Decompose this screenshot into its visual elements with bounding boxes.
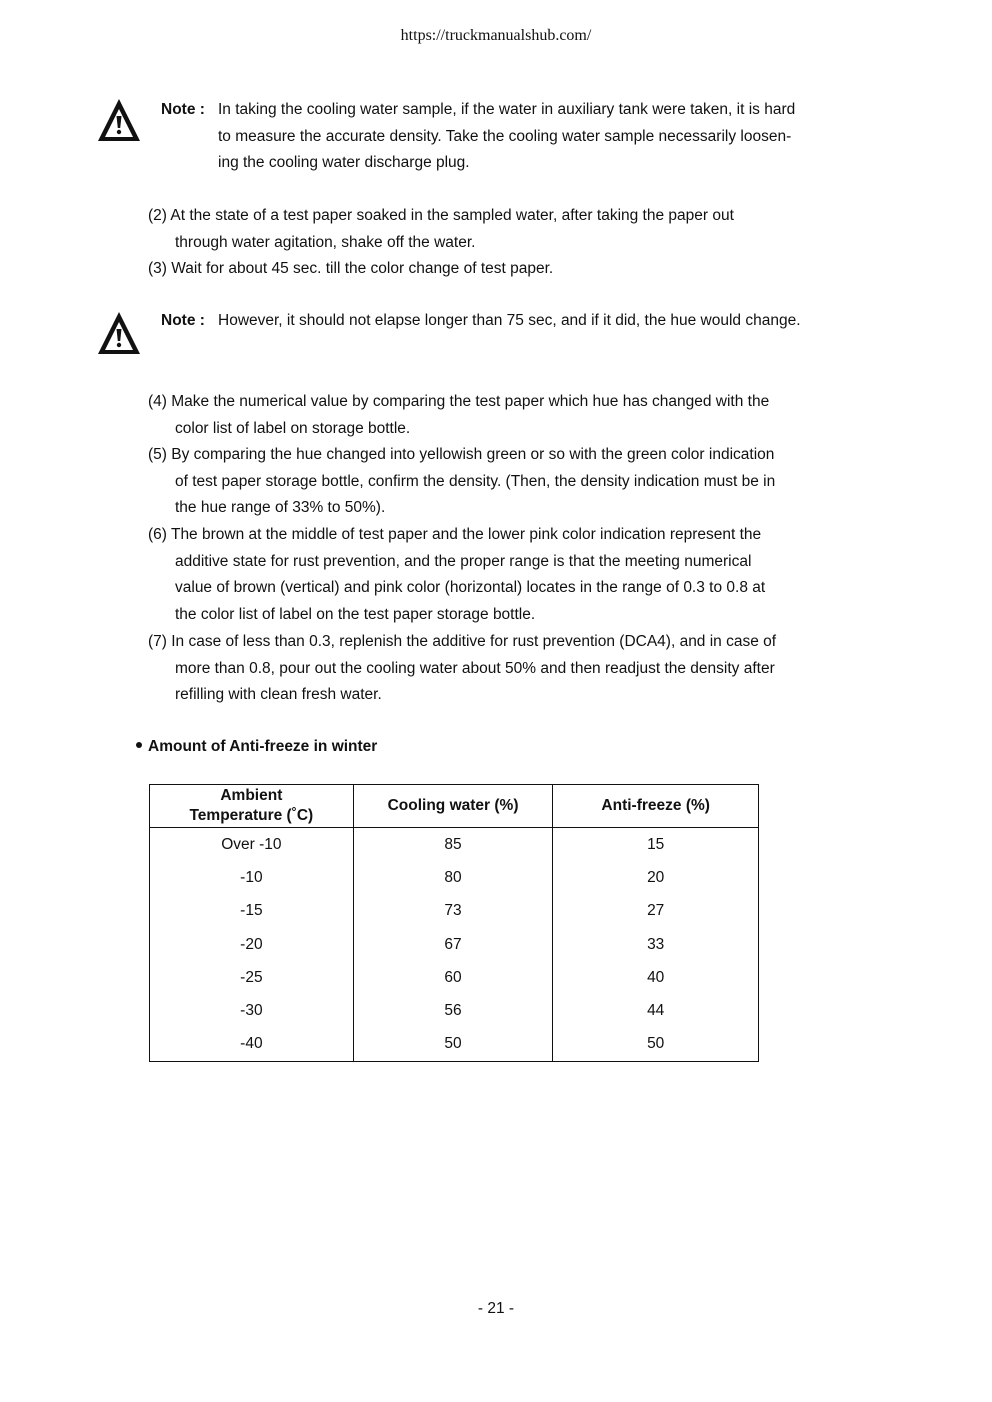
cell: 73 (353, 895, 553, 928)
step-6 (148, 522, 908, 628)
cell: Over -10 (150, 828, 354, 862)
header-text: Ambient (220, 787, 283, 804)
step-line: (2) At the state of a test paper soaked in the sampled water, after taking the paper out (148, 207, 734, 224)
header-anti-freeze: Anti-freeze (%) (553, 785, 759, 828)
warning-icon (96, 97, 142, 143)
cell: 44 (553, 994, 759, 1027)
cell: -25 (150, 961, 354, 994)
step-line: color list of label on storage bottle. (175, 419, 411, 437)
cell: 56 (353, 994, 553, 1027)
table-row (150, 1028, 759, 1062)
note-label: Note : (161, 312, 205, 329)
cell: 80 (353, 861, 553, 894)
cell: -20 (150, 928, 354, 961)
antifreeze-heading-text: Amount of Anti-freeze in winter (148, 738, 378, 755)
note-2 (96, 310, 906, 360)
cell: 67 (353, 928, 553, 961)
step-4 (148, 389, 908, 442)
cell: -15 (150, 895, 354, 928)
note-line: However, it should not elapse longer than 75 sec, and if it did, the hue would change. (218, 312, 801, 329)
warning-icon (96, 310, 142, 356)
note-label: Note : (161, 101, 205, 118)
cell: -40 (150, 1028, 354, 1062)
step-line: more than 0.8, pour out the cooling water about 50% and then readjust the density after (175, 659, 775, 677)
step-line: (6) The brown at the middle of test paper and the lower pink color indication represent the (148, 526, 762, 543)
cell: 50 (353, 1028, 553, 1062)
table-row (150, 928, 759, 961)
page-number: - 21 - (477, 1300, 515, 1317)
step-line: of test paper storage bottle, confirm the density. (Then, the density indication must be in (175, 472, 776, 490)
table-row (150, 895, 759, 928)
header-text: Temperature (˚C) (189, 807, 314, 824)
step-3 (148, 256, 908, 283)
step-line: the hue range of 33% to 50%). (175, 499, 386, 517)
step-line: (3) Wait for about 45 sec. till the color change of test paper. (148, 260, 554, 277)
step-line: refilling with clean fresh water. (175, 686, 382, 704)
antifreeze-table (149, 784, 759, 1062)
note-line: ing the cooling water discharge plug. (218, 154, 470, 171)
cell: 60 (353, 961, 553, 994)
cell: 85 (353, 828, 553, 862)
cell: -30 (150, 994, 354, 1027)
step-line: through water agitation, shake off the water. (175, 233, 476, 251)
step-7 (148, 629, 908, 709)
table-header-row (150, 785, 759, 828)
header-url: https://truckmanualshub.com/ (400, 27, 592, 44)
cell: 33 (553, 928, 759, 961)
step-line: (4) Make the numerical value by comparing the test paper which hue has changed with the (148, 393, 770, 410)
cell: 27 (553, 895, 759, 928)
bullet-icon (136, 742, 142, 748)
step-line: additive state for rust prevention, and the proper range is that the meeting numerical (175, 552, 752, 570)
note-1 (96, 97, 906, 177)
note-line: to measure the accurate density. Take the cooling water sample necessarily loosen- (218, 127, 792, 145)
step-line: (7) In case of less than 0.3, replenish the additive for rust prevention (DCA4), and in case of (148, 633, 777, 650)
step-5 (148, 442, 908, 522)
table-row (150, 828, 759, 862)
step-2 (148, 203, 908, 256)
step-line: value of brown (vertical) and pink color (horizontal) locates in the range of 0.3 to 0.8 at (175, 579, 766, 597)
cell: 50 (553, 1028, 759, 1062)
cell: 40 (553, 961, 759, 994)
antifreeze-heading (136, 738, 377, 756)
note-line: In taking the cooling water sample, if the water in auxiliary tank were taken, it is hard (218, 101, 796, 118)
cell: 20 (553, 861, 759, 894)
header-ambient-temperature (150, 785, 354, 828)
step-line: the color list of label on the test paper storage bottle. (175, 605, 536, 623)
cell: 15 (553, 828, 759, 862)
table-row (150, 961, 759, 994)
table-row (150, 994, 759, 1027)
cell: -10 (150, 861, 354, 894)
table-row (150, 861, 759, 894)
step-line: (5) By comparing the hue changed into yellowish green or so with the green color indication (148, 446, 775, 463)
header-cooling-water: Cooling water (%) (353, 785, 553, 828)
